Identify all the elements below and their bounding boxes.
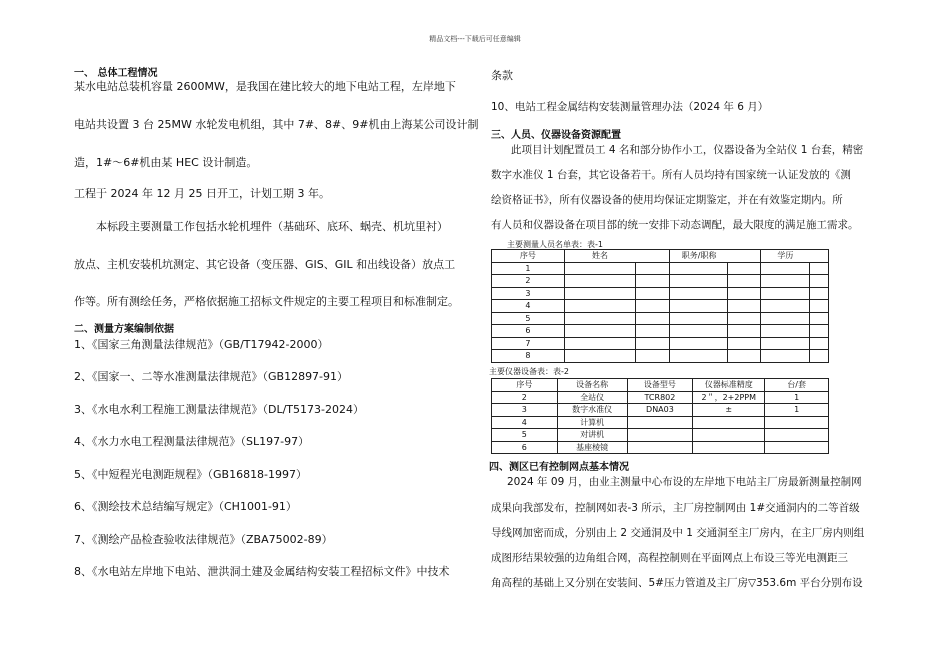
cell: 基座棱镜 xyxy=(557,441,627,454)
section-3-title: 三、人员、仪器设备资源配置 xyxy=(491,130,621,141)
cell xyxy=(693,429,765,442)
cell xyxy=(627,429,693,442)
table1-index-cell: 4 xyxy=(492,300,565,313)
cell: 5 xyxy=(492,429,558,442)
cell xyxy=(627,416,693,429)
table1-header-cell: 学历 xyxy=(761,250,810,263)
table2-caption: 主要仪器设备表：表-2 xyxy=(489,367,569,376)
table-row xyxy=(492,312,829,325)
ref-item-8: 8、《水电站左岸地下电站、泄洪洞土建及金属结构安装工程招标文件》中技术 xyxy=(74,565,450,578)
table1-index-cell: 7 xyxy=(492,337,565,350)
s4-line-3: 导线网加密而成，分别由上 2 交通洞及中 1 交通洞至主厂房内，在主厂房内则组 xyxy=(491,527,865,539)
table-row xyxy=(492,350,829,363)
table1-index-cell: 3 xyxy=(492,287,565,300)
cell: 4 xyxy=(492,416,558,429)
s4-line-4: 成图形结果较强的边角组合网，高程控制则在平面网点上布设三等光电测距三 xyxy=(491,552,848,564)
table-row xyxy=(492,300,829,313)
s1-line-4: 工程于 2024 年 12 月 25 日开工，计划工期 3 年。 xyxy=(74,187,330,200)
section-1-title: 一、 总体工程情况 xyxy=(74,68,158,79)
cell: 1 xyxy=(765,404,829,417)
cell: 对讲机 xyxy=(557,429,627,442)
ref-item-3: 3、《水电水利工程施工测量法律规范》（DL/T5173-2024） xyxy=(74,403,364,416)
table1-index-cell: 2 xyxy=(492,275,565,288)
ref-item-5: 5、《中短程光电测距规程》（GB16818-1997） xyxy=(74,468,308,481)
cell: 数字水准仪 xyxy=(557,404,627,417)
table1-index-cell: 1 xyxy=(492,262,565,275)
s4-line-2: 成果向我部发布，控制网如表-3 所示，主厂房控制网由 1#交通洞内的二等首级 xyxy=(491,502,860,514)
header-note: 精品文档---下载后可任意编辑 xyxy=(429,35,521,43)
section-4-title: 四、测区已有控制网点基本情况 xyxy=(489,462,629,473)
table2-header-cell: 设备型号 xyxy=(627,379,693,392)
s1-line-3: 造，1#～6#机由某 HEC 设计制造。 xyxy=(74,156,258,169)
table2-header-cell: 仪器标准精度 xyxy=(693,379,765,392)
cell: 计算机 xyxy=(557,416,627,429)
ref-item-7: 7、《测绘产品检查验收法律规范》（ZBA75002-89） xyxy=(74,533,333,546)
table1-index-cell: 8 xyxy=(492,350,565,363)
s1-line-5: 本标段主要测量工作包括水轮机埋件（基础环、底环、蜗壳、机坑里衬） xyxy=(96,220,448,233)
cell xyxy=(693,441,765,454)
ref-item-4: 4、《水力水电工程测量法律规范》（SL197-97） xyxy=(74,435,310,448)
s3-line-3: 绘资格证书》，所有仪器设备的使用均保证定期鉴定，并在有效鉴定期内。所 xyxy=(491,194,843,206)
s4-line-1: 2024 年 09 月，由业主测量中心布设的左岸地下电站主厂房最新测量控制网 xyxy=(507,476,862,488)
cell: 1 xyxy=(765,391,829,404)
table1-header-cell xyxy=(635,250,669,263)
table1-index-cell: 5 xyxy=(492,312,565,325)
cell xyxy=(765,429,829,442)
s1-line-7: 作等。所有测绘任务，严格依据施工招标文件规定的主要工程项目和标准制定。 xyxy=(74,295,459,308)
personnel-table xyxy=(491,249,829,363)
cell xyxy=(627,441,693,454)
table-row xyxy=(492,262,829,275)
table1-header-row xyxy=(492,250,829,263)
table2-header-cell: 设备名称 xyxy=(557,379,627,392)
s1-line-6: 放点、主机安装机坑测定、其它设备（变压器、GIS、GIL 和出线设备）放点工 xyxy=(74,258,456,271)
s1-line-1: 某水电站总装机容量 2600MW，是我国在建比较大的地下电站工程，左岸地下 xyxy=(74,80,456,93)
cell: TCR802 xyxy=(627,391,693,404)
table-row xyxy=(492,429,829,442)
cell: DNA03 xyxy=(627,404,693,417)
continuation-line: 条款 xyxy=(491,69,513,82)
cell xyxy=(693,416,765,429)
cell: 2 xyxy=(492,391,558,404)
ref-item-2: 2、《国家一、二等水准测量法律规范》（GB12897-91） xyxy=(74,370,349,383)
s3-line-4: 有人员和仪器设备在项目部的统一安排下动态调配，最大限度的满足施工需求。 xyxy=(491,219,859,231)
section-2-title: 二、测量方案编制依据 xyxy=(74,324,174,335)
ref-item-1: 1、《国家三角测量法律规范》（GB/T17942-2000） xyxy=(74,338,329,351)
table-row xyxy=(492,275,829,288)
cell: 全站仪 xyxy=(557,391,627,404)
cell: ± xyxy=(693,404,765,417)
table-row xyxy=(492,391,829,404)
table-row xyxy=(492,416,829,429)
table1-header-cell xyxy=(809,250,828,263)
cell: 2＂，2+2PPM xyxy=(693,391,765,404)
equipment-table xyxy=(491,378,829,454)
table-row xyxy=(492,287,829,300)
table-row xyxy=(492,337,829,350)
ref-item-6: 6、《测绘技术总结编写规定》（CH1001-91） xyxy=(74,500,297,513)
cell: 6 xyxy=(492,441,558,454)
s3-line-1: 此项目计划配置员工 4 名和部分协作小工，仪器设备为全站仪 1 台套，精密 xyxy=(511,144,864,156)
table2-header-cell: 台/套 xyxy=(765,379,829,392)
table1-header-cell xyxy=(728,250,761,263)
s4-line-5: 角高程的基础上又分别在安装间、5#压力管道及主厂房▽353.6m 平台分别布设 xyxy=(491,577,863,589)
cell xyxy=(765,416,829,429)
table1-caption: 主要测量人员名单表：表-1 xyxy=(507,240,603,249)
cell xyxy=(765,441,829,454)
s3-line-2: 数字水准仪 1 台套，其它设备若干。所有人员均持有国家统一认证发放的《测 xyxy=(491,169,851,181)
table2-header-row xyxy=(492,379,829,392)
table-row xyxy=(492,404,829,417)
table-row xyxy=(492,441,829,454)
table1-header-cell: 序号 xyxy=(492,250,565,263)
table-row xyxy=(492,325,829,338)
table1-header-cell: 姓名 xyxy=(564,250,635,263)
table1-header-cell: 职务/职称 xyxy=(670,250,728,263)
table1-index-cell: 6 xyxy=(492,325,565,338)
table2-header-cell: 序号 xyxy=(492,379,558,392)
ref-item-10: 10、电站工程金属结构安装测量管理办法（2024 年 6 月） xyxy=(491,101,769,113)
s1-line-2: 电站共设置 3 台 25MW 水轮发电机组，其中 7#、8#、9#机由上海某公司设计制 xyxy=(74,118,479,131)
cell: 3 xyxy=(492,404,558,417)
